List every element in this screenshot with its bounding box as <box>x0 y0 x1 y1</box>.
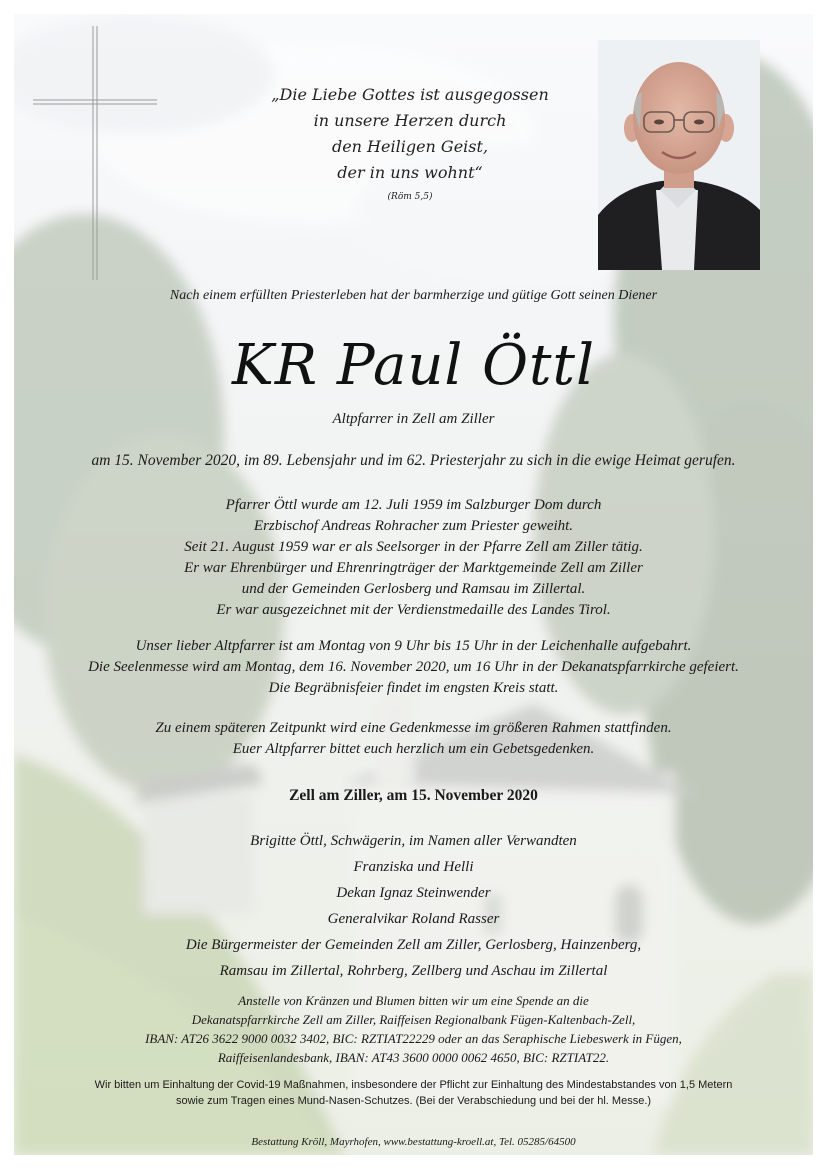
memorial-info-line: Euer Altpfarrer bittet euch herzlich um ein Gebetsgedenken. <box>232 741 595 757</box>
intro-text: Nach einem erfüllten Priesterleben hat der barmherzige und gütige Gott seinen Diener <box>169 288 658 303</box>
portrait-photo <box>598 40 760 270</box>
memorial-info <box>40 718 787 760</box>
quote-line: der in uns wohnt“ <box>337 163 483 182</box>
donation-line: IBAN: AT26 3622 9000 0032 3402, BIC: RZTIAT22229 oder an das Seraphische Liebeswerk in Fügen, <box>145 1031 682 1046</box>
funeral-info-line: Die Seelenmesse wird am Montag, dem 16. November 2020, um 16 Uhr in der Dekanatspfarrkirche gefeiert. <box>88 659 739 675</box>
funeral-info-line: Unser lieber Altpfarrer ist am Montag von 9 Uhr bis 15 Uhr in der Leichenhalle aufgebahrt. <box>135 638 692 654</box>
place-date: Zell am Ziller, am 15. November 2020 <box>289 787 538 804</box>
funeral-home-footer: Bestattung Kröll, Mayrhofen, www.bestattung-kroell.at, Tel. 05285/64500 <box>251 1136 576 1148</box>
biography-line: Er war ausgezeichnet mit der Verdienstmedaille des Landes Tirol. <box>216 602 611 618</box>
mourner: Franziska und Helli <box>353 859 474 875</box>
mourner: Dekan Ignaz Steinwender <box>336 885 491 901</box>
death-notice: am 15. November 2020, im 89. Lebensjahr und im 62. Priesterjahr zu sich in die ewige Heimat gerufen. <box>91 452 736 469</box>
covid-notice-line: sowie zum Tragen eines Mund-Nasen-Schutzes. (Bei der Verabschiedung und bei der hl. Messe.) <box>175 1095 652 1107</box>
biography-line: Erzbischof Andreas Rohracher zum Priester geweiht. <box>253 518 574 534</box>
biography-line: und der Gemeinden Gerlosberg und Ramsau im Zillertal. <box>241 581 586 597</box>
biography-line: Seit 21. August 1959 war er als Seelsorger in der Pfarre Zell am Ziller tätig. <box>184 539 643 555</box>
quote-line: in unsere Herzen durch <box>313 111 507 130</box>
donation-line: Raiffeisenlandesbank, IBAN: AT43 3600 0000 0062 4650, BIC: RZTIAT22. <box>217 1050 610 1065</box>
covid-notice <box>40 1077 787 1109</box>
mourner: Brigitte Öttl, Schwägerin, im Namen aller Verwandten <box>250 833 577 849</box>
quote-line: den Heiligen Geist, <box>331 137 489 156</box>
biography <box>40 495 787 621</box>
covid-notice-line: Wir bitten um Einhaltung der Covid-19 Maßnahmen, insbesondere der Pflicht zur Einhaltung des Mindestabstandes von 1,5 Metern <box>94 1079 733 1091</box>
funeral-info <box>40 636 787 699</box>
mourners-list <box>40 828 787 984</box>
funeral-info-line: Die Begräbnisfeier findet im engsten Kreis statt. <box>268 680 559 696</box>
donation-line: Dekanatspfarrkirche Zell am Ziller, Raiffeisen Regionalbank Fügen-Kaltenbach-Zell, <box>191 1012 636 1027</box>
deceased-role: Altpfarrer in Zell am Ziller <box>332 411 495 427</box>
donation-request <box>40 991 787 1067</box>
quote-reference: (Röm 5,5) <box>387 192 433 202</box>
mourner: Die Bürgermeister der Gemeinden Zell am Ziller, Gerlosberg, Hainzenberg, <box>185 937 642 953</box>
bible-quote <box>240 82 580 204</box>
biography-line: Er war Ehrenbürger und Ehrenringträger der Marktgemeinde Zell am Ziller <box>184 560 643 576</box>
deceased-name: KR Paul Öttl <box>232 333 595 398</box>
mourner: Generalvikar Roland Rasser <box>327 911 500 927</box>
quote-line: „Die Liebe Gottes ist ausgegossen <box>271 85 549 104</box>
memorial-info-line: Zu einem späteren Zeitpunkt wird eine Gedenkmesse im größeren Rahmen stattfinden. <box>155 720 672 736</box>
biography-line: Pfarrer Öttl wurde am 12. Juli 1959 im Salzburger Dom durch <box>225 497 602 513</box>
mourner: Ramsau im Zillertal, Rohrberg, Zellberg und Aschau im Zillertal <box>219 963 608 979</box>
donation-line: Anstelle von Kränzen und Blumen bitten wir um eine Spende an die <box>238 993 589 1008</box>
cross-icon <box>33 26 159 280</box>
